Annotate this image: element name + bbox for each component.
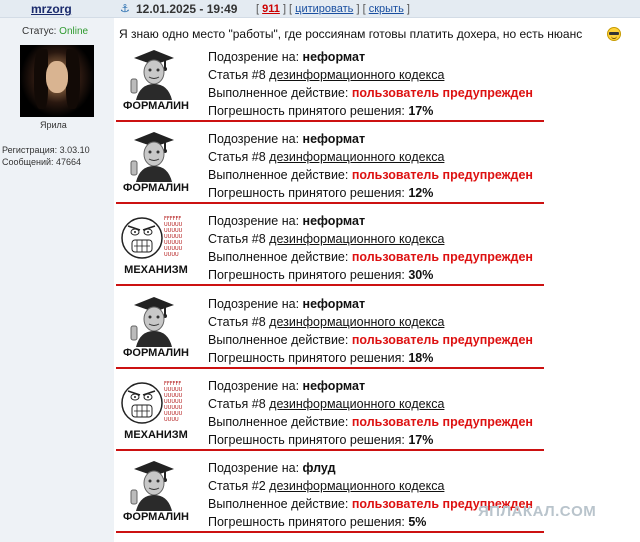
user-status <box>22 26 88 37</box>
moderator-name: ФОРМАЛИН <box>123 511 189 523</box>
hide-link[interactable]: скрыть <box>368 3 404 15</box>
moderation-details <box>208 459 533 531</box>
moderation-details <box>208 295 533 367</box>
moderation-card <box>116 124 544 204</box>
article-line: Статья #2 дезинформационного кодекса <box>208 479 445 493</box>
avatar[interactable] <box>20 45 94 117</box>
error-line: Погрешность принятого решения: 12% <box>208 186 434 200</box>
action-value: пользователь предупрежден <box>351 415 533 429</box>
action-line: Выполненное действие: пользователь предупрежден <box>208 333 533 347</box>
svg-text:UUUUU: UUUUU <box>164 387 183 393</box>
svg-text:UUUUU: UUUUU <box>164 228 183 234</box>
svg-text:UUUU: UUUU <box>164 252 179 258</box>
action-value: пользователь предупрежден <box>351 168 533 182</box>
rage-face-icon <box>120 377 184 429</box>
action-value: пользователь предупрежден <box>351 250 533 264</box>
error-value: 5% <box>408 515 427 529</box>
moderator-name: МЕХАНИЗМ <box>124 429 188 441</box>
error-line: Погрешность принятого решения: 5% <box>208 515 427 529</box>
action-value: пользователь предупрежден <box>351 333 533 347</box>
article-line: Статья #8 дезинформационного кодекса <box>208 150 445 164</box>
svg-text:UUUUU: UUUUU <box>164 405 183 411</box>
moderator-name: МЕХАНИЗМ <box>124 264 188 276</box>
error-line: Погрешность принятого решения: 17% <box>208 104 434 118</box>
error-value: 18% <box>408 351 434 365</box>
suspicion-value: неформат <box>302 50 366 64</box>
suspicion-line: Подозрение на: неформат <box>208 132 366 146</box>
suspicion-value: неформат <box>302 132 366 146</box>
article-line: Статья #8 дезинформационного кодекса <box>208 397 445 411</box>
error-line: Погрешность принятого решения: 30% <box>208 268 434 282</box>
action-line: Выполненное действие: пользователь предупрежден <box>208 497 533 511</box>
article-line: Статья #8 дезинформационного кодекса <box>208 315 445 329</box>
article-line: Статья #8 дезинформационного кодекса <box>208 68 445 82</box>
moderation-details <box>208 130 533 202</box>
graduate-student-icon <box>120 295 184 347</box>
svg-text:UUUUU: UUUUU <box>164 393 183 399</box>
suspicion-value: неформат <box>302 297 366 311</box>
error-value: 30% <box>408 268 434 282</box>
article-line: Статья #8 дезинформационного кодекса <box>208 232 445 246</box>
article-link[interactable]: дезинформационного кодекса <box>269 315 445 329</box>
post-text: Я знаю одно место "работы", где россиянам готовы платить дохера, но есть нюанс <box>119 27 583 41</box>
action-value: пользователь предупрежден <box>351 86 533 100</box>
moderation-details <box>208 48 533 120</box>
suspicion-value: неформат <box>302 379 366 393</box>
article-link[interactable]: дезинформационного кодекса <box>269 150 445 164</box>
suspicion-line: Подозрение на: неформат <box>208 379 366 393</box>
action-line: Выполненное действие: пользователь предупрежден <box>208 415 533 429</box>
quote-link[interactable]: цитировать <box>295 3 354 15</box>
error-value: 12% <box>408 186 434 200</box>
avatar-caption: Ярила <box>40 120 67 130</box>
article-link[interactable]: дезинформационного кодекса <box>269 68 445 82</box>
suspicion-line: Подозрение на: неформат <box>208 297 366 311</box>
action-value: пользователь предупрежден <box>351 497 533 511</box>
registration-date: Регистрация: 3.03.10 <box>2 145 90 155</box>
bracket-sep-2: ] [ <box>356 3 366 15</box>
moderation-details <box>208 377 533 449</box>
svg-text:UUUUU: UUUUU <box>164 411 183 417</box>
message-count: Сообщений: 47664 <box>2 157 82 167</box>
username-link[interactable]: mrzorg <box>31 2 72 16</box>
error-line: Погрешность принятого решения: 17% <box>208 433 434 447</box>
rage-face-icon <box>120 212 184 264</box>
svg-text:UUUUU: UUUUU <box>164 246 183 252</box>
action-line: Выполненное действие: пользователь предупрежден <box>208 250 533 264</box>
post-actions <box>256 3 410 15</box>
moderation-card <box>116 206 544 286</box>
sunglasses-smiley-icon <box>607 27 621 41</box>
anchor-icon[interactable]: ⚓ <box>120 3 130 15</box>
moderation-card <box>116 371 544 451</box>
suspicion-line: Подозрение на: неформат <box>208 214 366 228</box>
action-line: Выполненное действие: пользователь предупрежден <box>208 168 533 182</box>
suspicion-value: неформат <box>302 214 366 228</box>
svg-text:FFFFFF: FFFFFF <box>164 381 182 387</box>
moderation-card <box>116 289 544 369</box>
graduate-student-icon <box>120 459 184 511</box>
error-value: 17% <box>408 104 434 118</box>
site-watermark: ЯПЛАКАЛ.COM <box>478 503 597 520</box>
moderation-card <box>116 453 544 533</box>
bracket-open: [ <box>256 3 260 15</box>
status-value: Online <box>59 26 89 37</box>
action-line: Выполненное действие: пользователь предупрежден <box>208 86 533 100</box>
article-link[interactable]: дезинформационного кодекса <box>269 232 445 246</box>
status-label: Статус: <box>22 26 57 37</box>
bracket-sep: ] [ <box>282 3 293 15</box>
bracket-close: ] <box>406 3 410 15</box>
suspicion-value: флуд <box>302 461 336 475</box>
moderator-name: ФОРМАЛИН <box>123 182 189 194</box>
moderation-details <box>208 212 533 284</box>
svg-text:UUUUU: UUUUU <box>164 234 183 240</box>
post-date: 12.01.2025 - 19:49 <box>136 2 238 16</box>
graduate-student-icon <box>120 130 184 182</box>
suspicion-line: Подозрение на: неформат <box>208 50 366 64</box>
rating-link[interactable]: 911 <box>262 3 280 15</box>
error-value: 17% <box>408 433 434 447</box>
error-line: Погрешность принятого решения: 18% <box>208 351 434 365</box>
svg-text:UUUUU: UUUUU <box>164 240 183 246</box>
svg-text:UUUU: UUUU <box>164 417 179 423</box>
moderator-name: ФОРМАЛИН <box>123 100 189 112</box>
suspicion-line: Подозрение на: флуд <box>208 461 336 475</box>
svg-text:UUUUU: UUUUU <box>164 399 183 405</box>
user-stats <box>2 144 90 168</box>
svg-text:UUUUU: UUUUU <box>164 222 183 228</box>
svg-text:FFFFFF: FFFFFF <box>164 216 182 222</box>
moderation-card <box>116 42 544 122</box>
moderator-name: ФОРМАЛИН <box>123 347 189 359</box>
article-link[interactable]: дезинформационного кодекса <box>269 479 445 493</box>
article-link[interactable]: дезинформационного кодекса <box>269 397 445 411</box>
graduate-student-icon <box>120 48 184 100</box>
